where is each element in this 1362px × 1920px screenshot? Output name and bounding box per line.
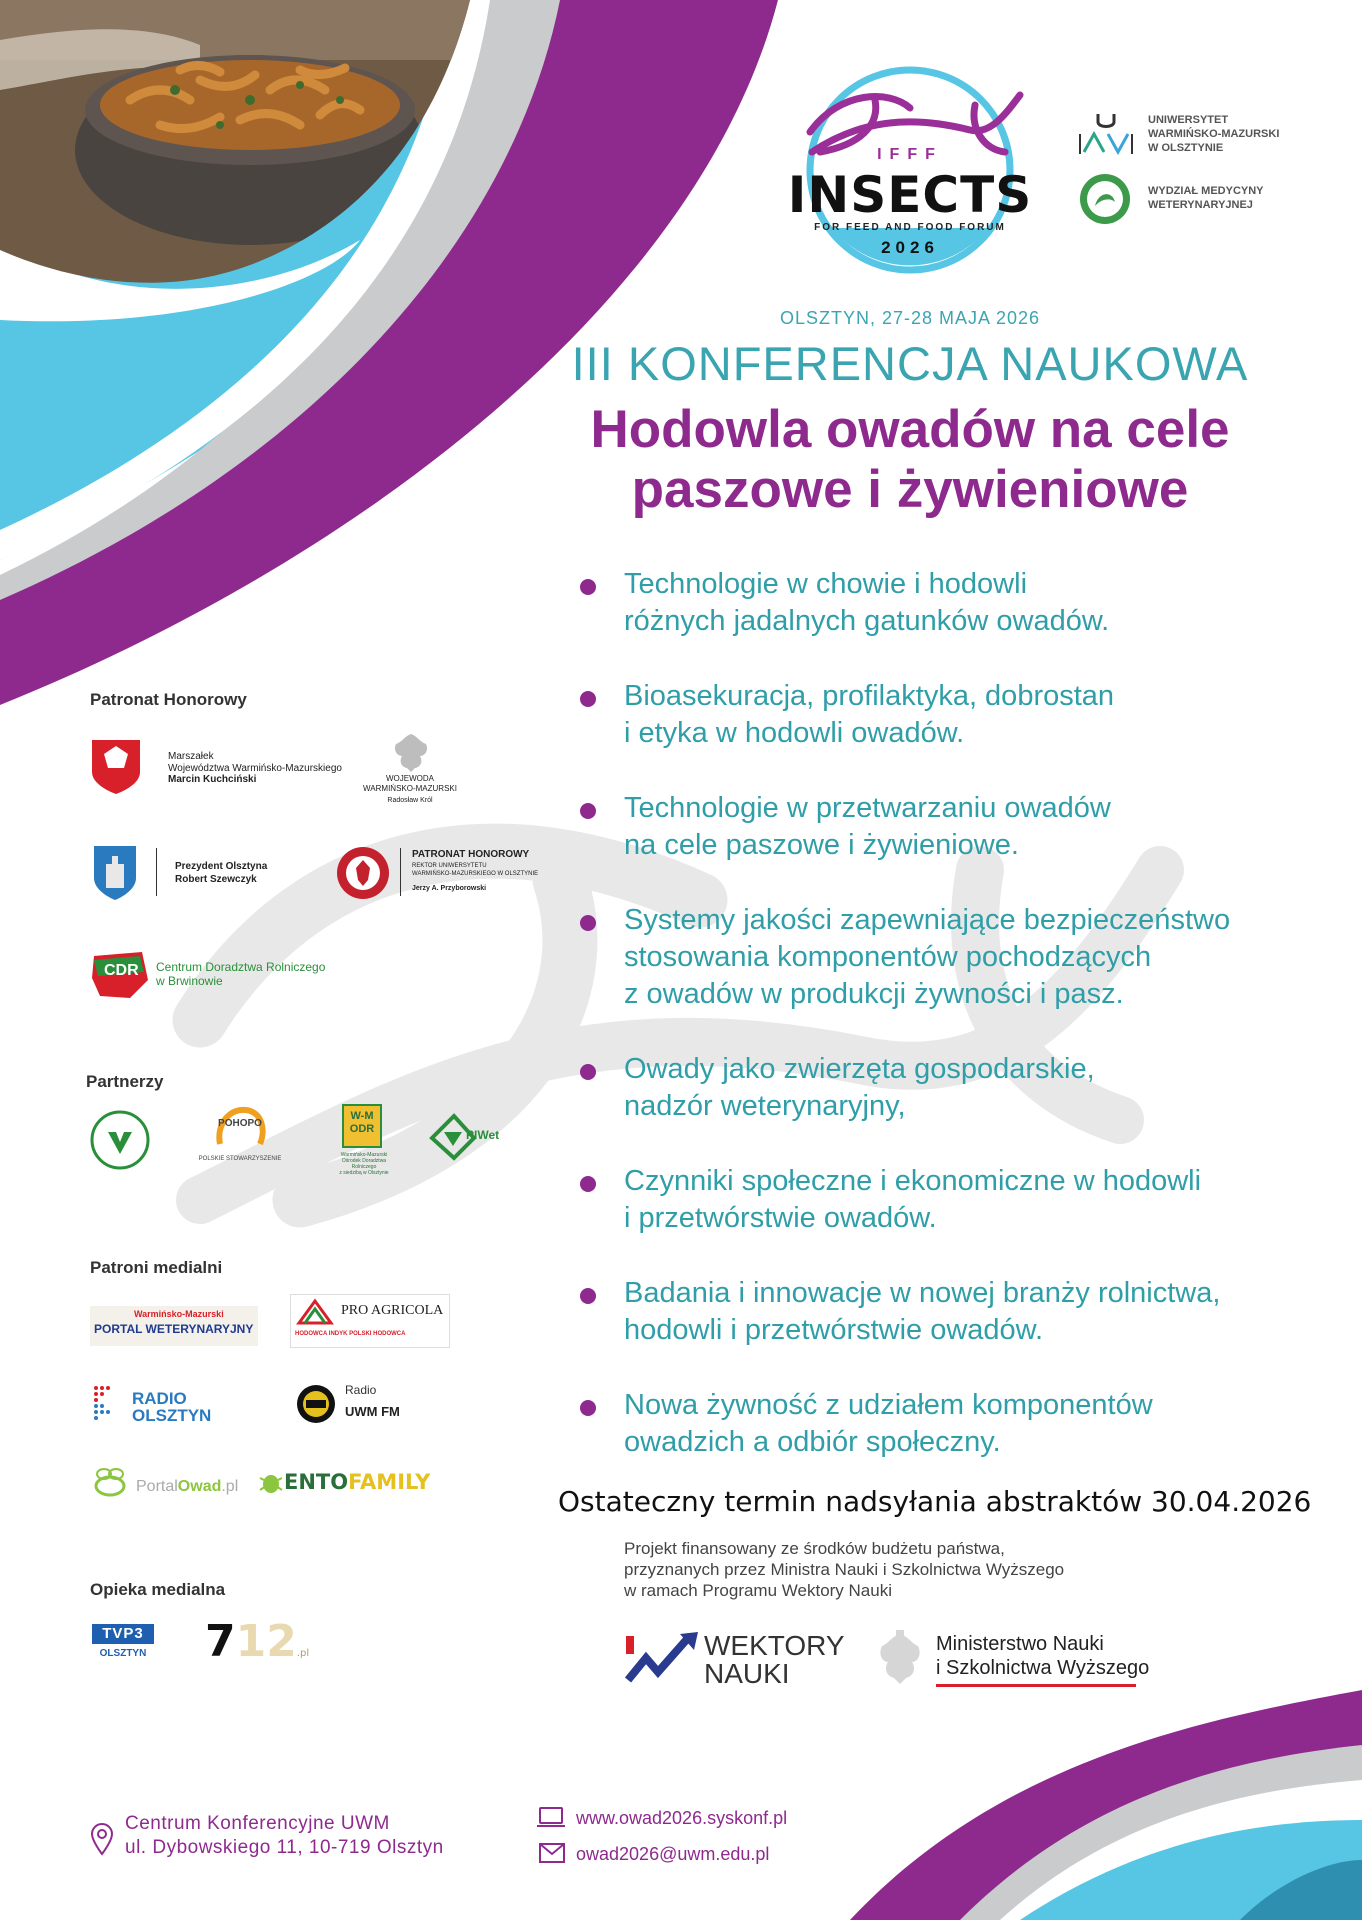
topics-list bbox=[578, 566, 1338, 1499]
radio-dots-icon bbox=[92, 1384, 128, 1422]
page-title bbox=[520, 400, 1300, 520]
event-date: OLSZTYN, 27-28 MAJA 2026 bbox=[779, 308, 1041, 328]
insects-ifff: IFFF bbox=[877, 146, 943, 163]
wektory-nauki-logo bbox=[624, 1628, 854, 1688]
wmodr-caption: Warmińsko-Mazurski Ośrodek Doradztwa Rolniczego z siedzibą w Olsztynie bbox=[339, 1152, 389, 1176]
wektory-line-1: WEKTORY bbox=[704, 1630, 845, 1661]
cdr-badge: CDR bbox=[104, 962, 139, 979]
rektor-title: PATRONAT HONOROWY bbox=[412, 849, 530, 860]
bullet-icon bbox=[580, 1064, 596, 1080]
radio-uwm-name: UWM FM bbox=[345, 1404, 400, 1419]
pro-agricola-tags: HODOWCA INDYK POLSKI HODOWCA bbox=[295, 1331, 406, 1337]
pro-agricola-label: PRO AGRICOLA bbox=[341, 1303, 444, 1318]
ministry-line-1: Ministerstwo Nauki bbox=[936, 1633, 1104, 1655]
marszalek-label: Marszałek Województwa Warmińsko-Mazurskiego bbox=[168, 751, 342, 774]
topic-item: Technologie w przetwarzaniu owadów na cele paszowe i żywieniowe. bbox=[578, 790, 1338, 864]
piwet-label: PIWet bbox=[466, 1128, 500, 1142]
712-logo: 712.pl bbox=[205, 1616, 310, 1667]
portal-weterynaryjny-logo bbox=[90, 1306, 258, 1346]
partners-heading: Partnerzy bbox=[86, 1072, 164, 1091]
venue-address: Centrum Konferencyjne UWM ul. Dybowskiego 11, 10-719 Olsztyn bbox=[125, 1813, 444, 1858]
pohopo-logo bbox=[190, 1104, 290, 1174]
uwm-logo-icon bbox=[1076, 112, 1136, 157]
pohopo-caption: POLSKIE STOWARZYSZENIE bbox=[198, 1156, 282, 1162]
title-line-1: Hodowla owadów na cele bbox=[590, 400, 1230, 459]
partner-seal-icon bbox=[90, 1110, 150, 1170]
ministry-logo bbox=[872, 1628, 1152, 1694]
bullet-icon bbox=[580, 1176, 596, 1192]
insects-forum-logo bbox=[780, 60, 1040, 275]
rektor-name: Jerzy A. Przyborowski bbox=[412, 885, 487, 892]
insects-subtitle: FOR FEED AND FOOD FORUM bbox=[814, 222, 1006, 233]
cdr-label: Centrum Doradztwa Rolniczego w Brwinowie bbox=[156, 960, 326, 988]
ento-icon bbox=[258, 1470, 284, 1496]
bullet-icon bbox=[580, 915, 596, 931]
faculty-seal-icon bbox=[1078, 172, 1132, 226]
insects-word: INSECTS bbox=[787, 166, 1033, 224]
wojewoda-name: Radosław Król bbox=[387, 797, 433, 804]
marszalek-crest-icon bbox=[90, 738, 142, 796]
tvp3-city: OLSZTYN bbox=[99, 1648, 147, 1659]
patronage-heading: Patronat Honorowy bbox=[90, 690, 247, 709]
wmodr-badge: W-M ODR bbox=[342, 1104, 382, 1148]
wmodr-logo bbox=[330, 1104, 398, 1176]
topic-item: Technologie w chowie i hodowli różnych jadalnych gatunków owadów. bbox=[578, 566, 1338, 640]
website-link[interactable]: www.owad2026.syskonf.pl bbox=[576, 1808, 788, 1828]
envelope-icon bbox=[538, 1842, 566, 1864]
faculty-name: WYDZIAŁ MEDYCYNY WETERYNARYJNEJ bbox=[1148, 185, 1264, 211]
olsztyn-crest-icon bbox=[92, 844, 138, 902]
wojewoda-label: WOJEWODA WARMIŃSKO-MAZURSKI bbox=[363, 774, 457, 793]
topic-item: Bioasekuracja, profilaktyka, dobrostan i etyka w hodowli owadów. bbox=[578, 678, 1338, 752]
bullet-icon bbox=[580, 1288, 596, 1304]
media-care-heading: Opieka medialna bbox=[90, 1580, 226, 1599]
cdr-logo-icon bbox=[90, 950, 150, 1002]
email-link[interactable]: owad2026@uwm.edu.pl bbox=[576, 1844, 770, 1864]
eagle-icon bbox=[872, 1628, 928, 1688]
location-pin-icon bbox=[90, 1822, 114, 1856]
topic-item: Czynniki społeczne i ekonomiczne w hodowli i przetwórstwie owadów. bbox=[578, 1163, 1338, 1237]
uwm-fm-icon bbox=[296, 1384, 336, 1424]
tvp3-logo: TVP3 bbox=[92, 1624, 154, 1644]
piwet-logo bbox=[428, 1112, 518, 1164]
rektor-label: REKTOR UNIWERSYTETU WARMIŃSKO-MAZURSKIEGO W OLSZTYNIE bbox=[412, 863, 539, 877]
abstract-deadline: Ostateczny termin nadsyłania abstraktów 30.04.2026 bbox=[558, 1485, 1312, 1518]
topic-item: Systemy jakości zapewniające bezpieczeństwo stosowania komponentów pochodzących z owadów w produkcji żywności i pasz. bbox=[578, 902, 1338, 1013]
portal-owad-label: PortalOwad.pl bbox=[136, 1478, 239, 1495]
radio-uwm-label: Radio bbox=[345, 1383, 377, 1397]
bullet-icon bbox=[580, 803, 596, 819]
rektor-seal-icon bbox=[336, 846, 390, 900]
funding-note: Projekt finansowany ze środków budżetu państwa, przyznanych przez Ministra Nauki i Szkolnictwa Wyższego w ramach Programu Wektory Nauki bbox=[624, 1539, 1065, 1600]
marszalek-name: Marcin Kuchciński bbox=[168, 774, 257, 785]
wojewoda-eagle-icon bbox=[390, 730, 432, 774]
prezydent-label: Prezydent Olsztyna Robert Szewczyk bbox=[175, 861, 268, 885]
insects-year: 2026 bbox=[881, 238, 939, 257]
title-line-2: paszowe i żywieniowe bbox=[631, 460, 1189, 519]
topic-item: Nowa żywność z udziałem komponentów owadzich a odbiór społeczny. bbox=[578, 1387, 1338, 1461]
topic-item: Badania i innowacje w nowej branży rolnictwa, hodowli i przetwórstwie owadów. bbox=[578, 1275, 1338, 1349]
bullet-icon bbox=[580, 691, 596, 707]
ministry-line-2: i Szkolnictwa Wyższego bbox=[936, 1657, 1150, 1679]
entofamily-label: ENTOFAMILY bbox=[284, 1470, 431, 1494]
topic-item: Owady jako zwierzęta gospodarskie, nadzór weterynaryjny, bbox=[578, 1051, 1338, 1125]
pro-agricola-logo bbox=[290, 1294, 450, 1348]
bee-icon bbox=[90, 1464, 130, 1504]
portal-main: PORTAL WETERYNARYJNY bbox=[94, 1322, 254, 1336]
bullet-icon bbox=[580, 1400, 596, 1416]
conference-label: III KONFERENCJA NAUKOWA bbox=[571, 337, 1249, 390]
pohopo-label: POHOPO bbox=[218, 1118, 262, 1129]
bullet-icon bbox=[580, 579, 596, 595]
radio-olsztyn-label: RADIO OLSZTYN bbox=[132, 1389, 212, 1425]
laptop-icon bbox=[536, 1806, 566, 1830]
university-name: UNIWERSYTET WARMIŃSKO-MAZURSKI W OLSZTYNIE bbox=[1148, 114, 1280, 154]
wektory-line-2: NAUKI bbox=[704, 1658, 790, 1689]
media-patrons-heading: Patroni medialni bbox=[90, 1258, 223, 1277]
portal-top: Warmińsko-Mazurski bbox=[134, 1309, 224, 1319]
